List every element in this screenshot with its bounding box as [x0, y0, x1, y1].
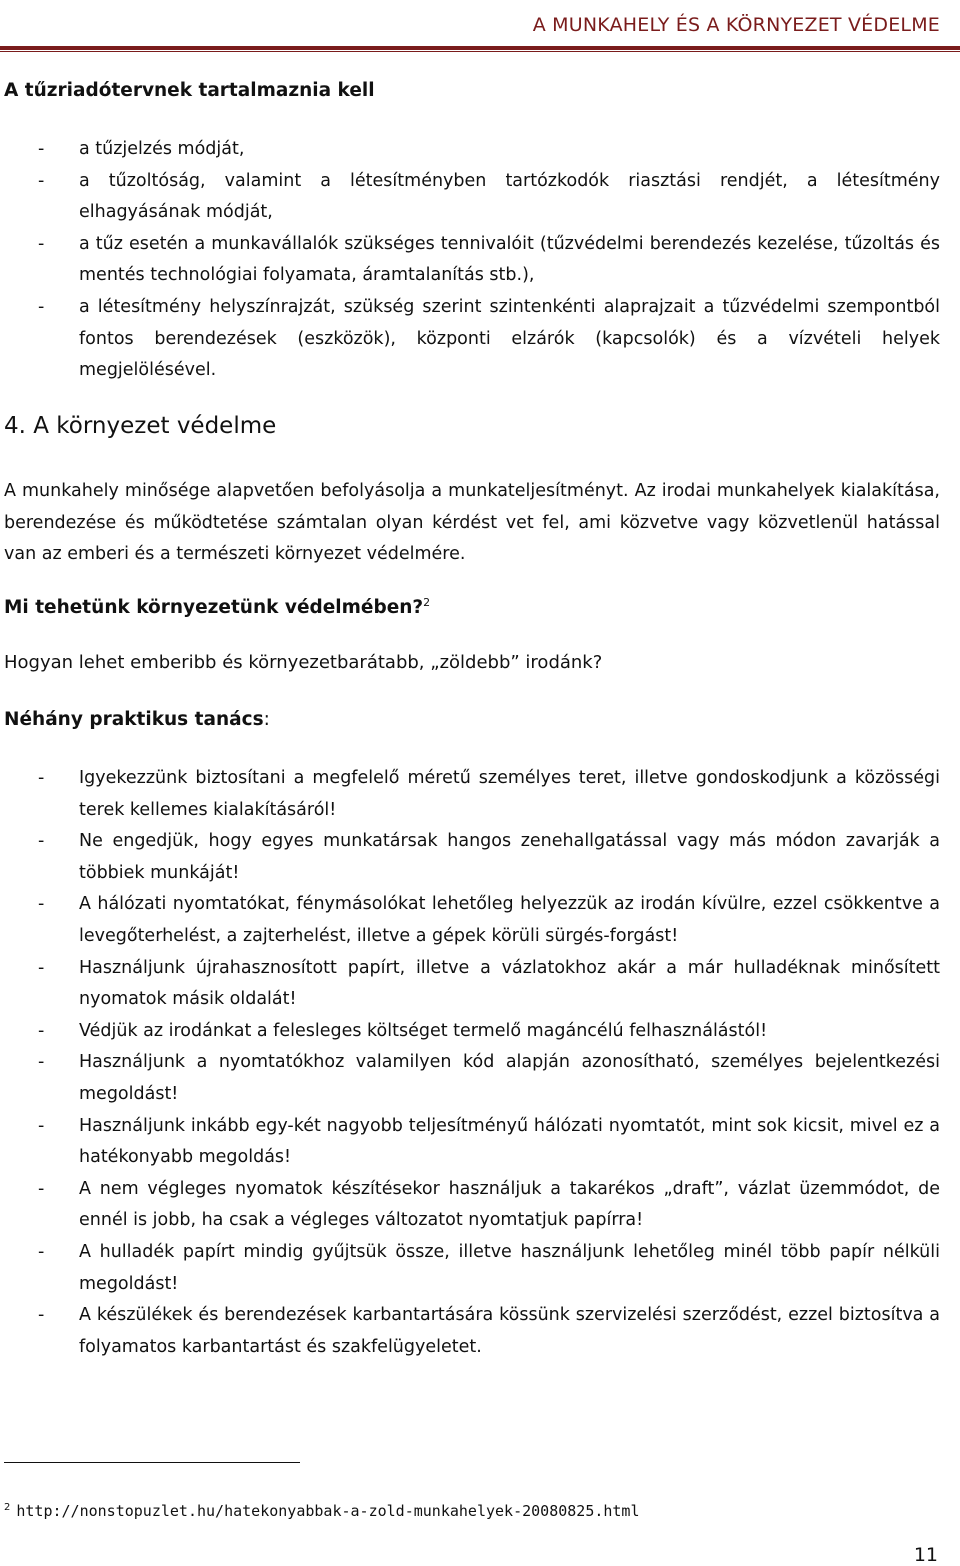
list-item-text: A hálózati nyomtatókat, fénymásolókat lehetőleg helyezzük az irodán kívülre, ezzel csökkentve a levegőterhelést, a zajterhelést, illetve a gépek körüli sürgés-forgást!	[79, 894, 940, 946]
tips-heading	[4, 709, 270, 730]
list-item-text: a létesítmény helyszínrajzát, szükség szerint szintenkénti alaprajzait a tűzvédelmi szempontból fontos berendezések (eszközök), központi elzárók (kapcsolók) és a vízvételi helyek megjelölésével.	[79, 296, 940, 381]
list-item-text: A hulladék papírt mindig gyűjtsük össze, illetve használjunk lehetőleg minél több papír nélküli megoldást!	[79, 1241, 940, 1294]
section-paragraph: A munkahely minősége alapvetően befolyásolja a munkateljesítményt. Az irodai munkahelyek kialakítása, berendezése és működtetése számtalan olyan kérdést vet fel, ami közvetve vagy közvetlenül hatással van az emberi és a természeti környezet védelmére.	[4, 481, 940, 565]
list-marker: -	[38, 1241, 45, 1262]
list-marker: -	[38, 1178, 45, 1199]
list-item-text: Használjunk újrahasznosított papírt, illetve a vázlatokhoz akár a már hulladéknak minősített nyomatok másik oldalát!	[79, 957, 940, 1010]
list-item	[4, 1047, 940, 1110]
list-marker: -	[38, 1020, 45, 1041]
list-item	[4, 889, 940, 952]
section-title: 4. A környezet védelme	[4, 413, 277, 439]
list-marker: -	[38, 139, 45, 159]
footnote-number: 2	[4, 1502, 11, 1513]
list-item-text: Használjunk a nyomtatókhoz valamilyen kód alapján azonosítható, személyes bejelentkezési megoldást!	[79, 1052, 940, 1104]
list-item-text: a tűz esetén a munkavállalók szükséges tennivalóit (tűzvédelmi berendezés kezelése, tűzoltás és mentés technológiai folyamata, áramtalanítás stb.),	[79, 233, 940, 286]
list-item	[4, 1237, 940, 1300]
list-marker: -	[38, 1305, 45, 1326]
list-item-text: A készülékek és berendezések karbantartására kössünk szervizelési szerződést, ezzel biztosítva a folyamatos karbantartást és szakfelügyeletet.	[79, 1305, 940, 1357]
fire-plan-heading: A tűzriadótervnek tartalmaznia kell	[4, 80, 375, 101]
list-item-text: Ne engedjük, hogy egyes munkatársak hangos zenehallgatással vagy más módon zavarják a többiek munkáját!	[79, 831, 940, 883]
list-marker: -	[38, 831, 45, 852]
tips-list	[4, 763, 940, 1363]
list-marker: -	[38, 170, 45, 191]
list-marker: -	[38, 233, 45, 254]
list-item	[4, 229, 940, 292]
tips-heading-suffix: :	[263, 709, 270, 730]
list-item	[4, 134, 940, 166]
footnote-link[interactable]: http://nonstopuzlet.hu/hatekonyabbak-a-zold-munkahelyek-20080825.html	[16, 1502, 640, 1520]
footnote	[4, 1502, 640, 1520]
list-item	[4, 292, 940, 387]
footnote-reference[interactable]: 2	[423, 596, 431, 609]
header-rule	[0, 46, 960, 50]
question-heading-text: Mi tehetünk környezetünk védelmében?	[4, 597, 424, 618]
list-item-text: A nem végleges nyomatok készítésekor használjuk a takarékos „draft”, vázlat üzemmódot, de ennél is jobb, ha csak a végleges változatot nyomtatjuk papírra!	[79, 1178, 940, 1231]
list-item-text: Védjük az irodánkat a felesleges költséget termelő magáncélú felhasználástól!	[79, 1020, 768, 1041]
list-item	[4, 1174, 940, 1237]
list-marker: -	[38, 1115, 45, 1136]
list-item	[4, 1016, 940, 1048]
list-item	[4, 826, 940, 889]
list-marker: -	[38, 894, 45, 915]
list-item	[4, 763, 940, 826]
list-marker: -	[38, 296, 45, 317]
list-marker: -	[38, 957, 45, 978]
list-item	[4, 166, 940, 229]
list-item-text: Használjunk inkább egy-két nagyobb teljesítményű hálózati nyomtatót, mint sok kicsit, mivel ez a hatékonyabb megoldás!	[79, 1115, 940, 1168]
header-rule-thin	[0, 51, 960, 52]
list-item-text: Igyekezzünk biztosítani a megfelelő méretű személyes teret, illetve gondoskodjunk a közösségi terek kellemes kialakításáról!	[79, 768, 940, 820]
question-heading	[4, 596, 430, 618]
list-item	[4, 1300, 940, 1363]
running-header: A MUNKAHELY ÉS A KÖRNYEZET VÉDELME	[532, 14, 940, 36]
list-marker: -	[38, 768, 45, 788]
list-marker: -	[38, 1052, 45, 1073]
footnote-separator	[4, 1462, 300, 1463]
sub-question: Hogyan lehet emberibb és környezetbarátabb, „zöldebb” irodánk?	[4, 652, 603, 673]
list-item-text: a tűzoltóság, valamint a létesítményben tartózkodók riasztási rendjét, a létesítmény elhagyásának módját,	[79, 170, 940, 223]
tips-heading-text: Néhány praktikus tanács	[4, 709, 264, 730]
list-item	[4, 953, 940, 1016]
page-number: 11	[913, 1544, 938, 1566]
list-item	[4, 1111, 940, 1174]
list-item-text: a tűzjelzés módját,	[79, 139, 245, 159]
fire-plan-list	[4, 134, 940, 387]
